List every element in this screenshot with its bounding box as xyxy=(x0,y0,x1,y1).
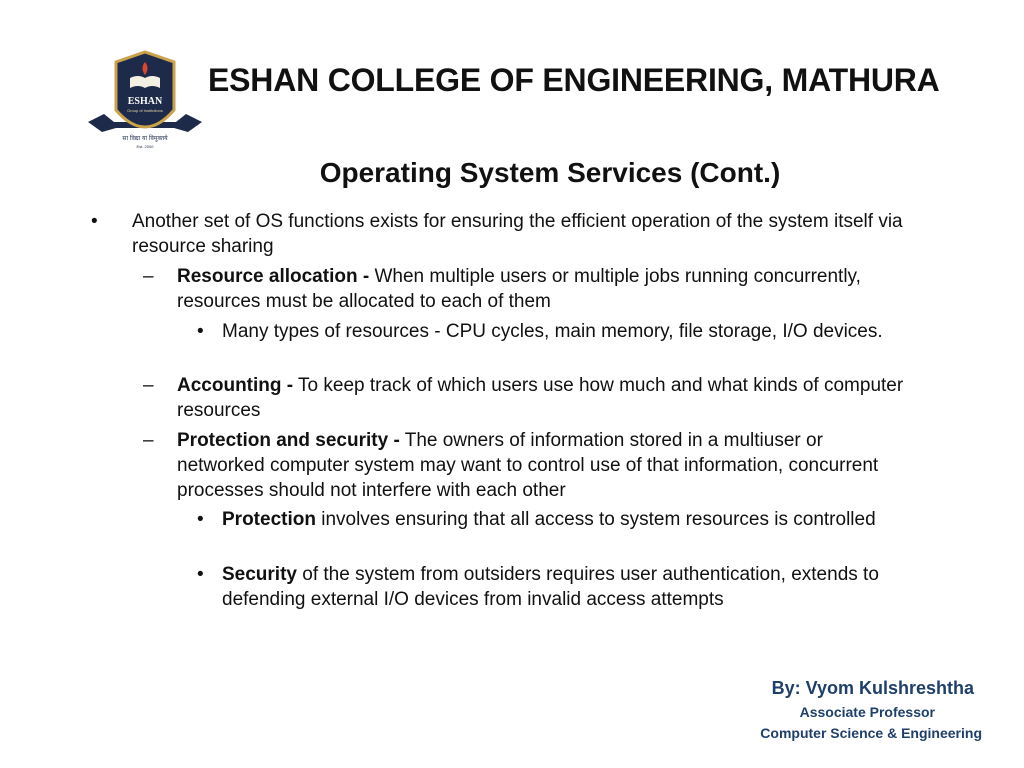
bullet-bold: Protection xyxy=(222,509,316,530)
footer-author: By: Vyom Kulshreshtha xyxy=(771,678,974,698)
bullet-text: Another set of OS functions exists for ensuring the efficient operation of the system itself via resource sharing xyxy=(132,211,903,257)
bullet-text: The owners of information stored in a multiuser or networked computer system may want to control use of that information, concurrent processes should not interfere with each other xyxy=(177,430,879,501)
bullet-marker: • xyxy=(197,509,204,530)
logo-subtext: Group of Institutions xyxy=(127,108,163,113)
bullet-marker: – xyxy=(143,375,154,396)
footer-department: Computer Science & Engineering xyxy=(760,725,982,741)
bullet-bold: Security xyxy=(222,564,297,585)
bullet-item xyxy=(177,428,907,503)
bullet-item xyxy=(177,373,907,423)
bullet-marker: – xyxy=(143,430,154,451)
bullet-text: of the system from outsiders requires user authentication, extends to defending external I/O devices from invalid access attempts xyxy=(222,564,879,610)
college-logo xyxy=(84,48,206,152)
bullet-text: involves ensuring that all access to system resources is controlled xyxy=(315,509,876,530)
bullet-item xyxy=(222,562,912,612)
logo-text: ESHAN xyxy=(127,96,163,107)
logo-motto: सा विद्या या विमुक्तये xyxy=(122,135,168,142)
bullet-text: To keep track of which users use how much and what kinds of computer resources xyxy=(177,375,904,421)
bullet-bold: Protection and security - xyxy=(177,430,400,451)
bullet-text: When multiple users or multiple jobs running concurrently, resources must be allocated to each of them xyxy=(177,266,861,312)
bullet-marker: • xyxy=(197,564,204,585)
logo-est: Est. 2000 xyxy=(136,144,154,149)
bullet-item xyxy=(132,209,932,259)
bullet-bold: Resource allocation - xyxy=(177,266,370,287)
bullet-marker: • xyxy=(91,211,98,232)
bullet-item xyxy=(222,507,912,532)
bullet-marker: – xyxy=(143,266,154,287)
bullet-item xyxy=(177,264,907,314)
college-name: ESHAN COLLEGE OF ENGINEERING, MATHURA xyxy=(208,62,940,98)
bullet-item xyxy=(222,319,912,344)
footer-designation: Associate Professor xyxy=(799,704,935,720)
bullet-bold: Accounting - xyxy=(177,375,294,396)
bullet-text: Many types of resources - CPU cycles, main memory, file storage, I/O devices. xyxy=(222,321,883,342)
slide-title: Operating System Services (Cont.) xyxy=(319,157,781,188)
bullet-marker: • xyxy=(197,321,204,342)
